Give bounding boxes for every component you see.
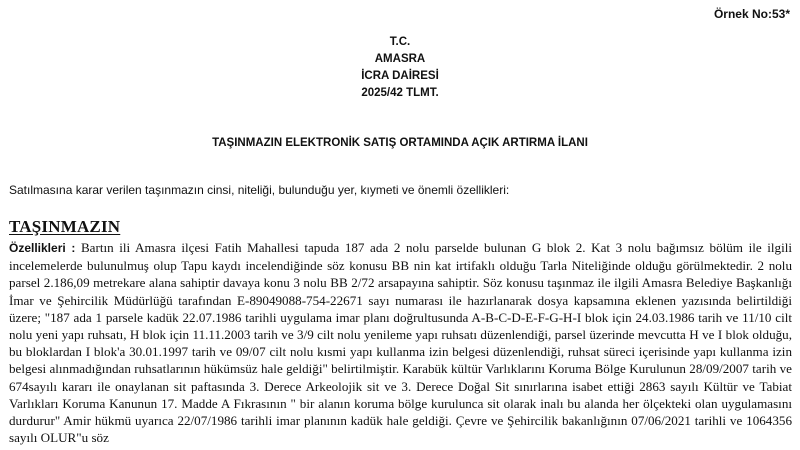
notice-title: TAŞINMAZIN ELEKTRONİK SATIŞ ORTAMINDA AÇIK ARTIRMA İLANI	[212, 137, 588, 149]
example-number: Örnek No:53*	[713, 7, 790, 21]
features-text: Bartın ili Amasra ilçesi Fatih Mahallesi tapuda 187 ada 2 nolu parselde bulunan G blok 2. Kat 3 nolu bağımsız bölüm ile ilgili incelemelerde bulunulmuş olup Tapu kaydı incelendiğinde söz konusu BB nin kat irtifaklı olduğu Tarla Niteliğinde olduğu görülmektedir. 2 nolu parsel 2.186,09 metrekare alana sahiptir davaya konu 3 nolu BB 2/72 arsapayına sahiptir. Söz konusu taşınmaz ile ilgili Amasra Belediye Başkanlığı İmar ve Şehircilik Müdürlüğü tarafından E-89049088-754-22671 sayı numarası ile hazırlanarak dosya kapsamına eklenen yazısında belirtildiği üzere; "187 ada 1 parsele kadük 22.07.1986 tarihli uygulama imar planı doğrultusunda A-B-C-D-E-F-G-H-I blok için 24.03.1986 tarih ve 11/10 cilt nolu yeni yapı ruhsatı, H blok için 11.11.2003 tarih ve 3/9 cilt nolu yenileme yapı ruhsatı düzenlendiği, parsel üzerinde mevcutta H ve I blok olduğu, bu bloklardan I blok'a 30.01.1997 tarih ve 09/07 cilt nolu kısmi yapı kullanma izin belgesi düzenlendiği, ruhsat süreci içerisinde yapı kullanma izin belgesi alınmadığından ruhsatlarının hükümsüz hale geldiği" belirtilmiştir. Karabük kültür Varlıklarını Koruma Bölge Kurulunun 28/09/2007 tarih ve 674sayılı kararı ile onaylanan sit paftasında 3. Derece Arkeolojik sit ve 3. Derece Doğal Sit sınırlarına isabet ettiği 2863 sayılı Kültür ve Tabiat Varlıkları Koruma Kanunun 17. Madde A Fıkrasının " bir alanın koruma bölge kurulunca sit olarak inalı bu alanda her ölçekteki olan uygulamasını durdurur" Amir hükmü uyarıca 22/07/1986 tarihli imar planının kadük hale geldiği. Çevre ve Şehircilik bakanlığının 07/06/2021 tarihli ve 1064356 sayılı OLUR"u söz	[9, 240, 792, 446]
file-number: 2025/42 TLMT.	[361, 87, 439, 99]
state-abbreviation: T.C.	[389, 36, 411, 48]
document-header	[0, 34, 800, 102]
city-name: AMASRA	[374, 53, 426, 65]
office-name: İCRA DAİRESİ	[361, 70, 439, 82]
features-label: Özellikleri :	[9, 241, 76, 255]
property-features	[9, 239, 792, 446]
section-heading: TAŞINMAZIN	[9, 217, 121, 236]
intro-text: Satılmasına karar verilen taşınmazın cinsi, niteliği, bulunduğu yer, kıymeti ve önemli özellikleri:	[9, 183, 510, 197]
